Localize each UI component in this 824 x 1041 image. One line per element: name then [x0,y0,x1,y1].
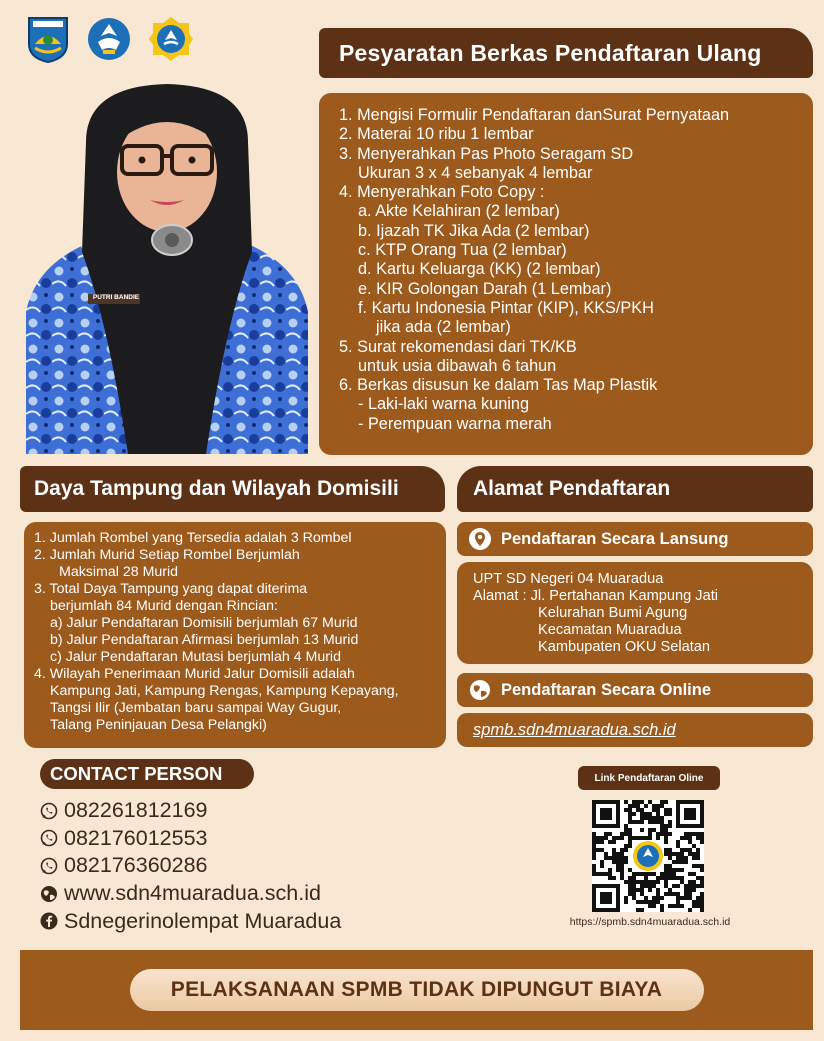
requirement-line: jika ada (2 lembar) [376,318,511,337]
contact-item[interactable] [40,880,341,908]
facebook-icon [40,912,58,930]
qr-label: Link Pendaftaran Oline [578,766,720,790]
qr-code[interactable] [592,800,704,912]
contact-list [40,797,341,935]
contact-item[interactable] [40,797,341,825]
address-line: Kelurahan Bumi Agung [538,605,688,621]
principal-portrait [26,82,308,454]
capacity-line: 1. Jumlah Rombel yang Tersedia adalah 3 Rombel [34,530,352,546]
requirement-line: Ukuran 3 x 4 sebanyak 4 lembar [358,163,593,182]
capacity-line: Tangsi Ilir (Jembatan baru sampai Way Gugur, [50,700,342,716]
requirement-line: 1. Mengisi Formulir Pendaftaran danSurat Pernyataan [339,106,730,124]
requirement-line: e. KIR Golongan Darah (1 Lembar) [358,279,612,298]
contact-text: Sdnegerinolempat Muaradua [64,908,342,933]
capacity-line: b) Jalur Pendaftaran Afirmasi berjumlah 13 Murid [50,632,359,648]
online-registration-label: Pendaftaran Secara Online [501,680,711,699]
requirements-title: Pesyaratan Berkas Pendaftaran Ulang [319,28,813,78]
whatsapp-icon [40,857,58,875]
address-line: Alamat : Jl. Pertahanan Kampung Jati [473,588,718,604]
regency-emblem-icon [25,14,71,64]
address-line: UPT SD Negeri 04 Muaradua [473,571,664,587]
school-emblem-icon [148,14,194,64]
capacity-title: Daya Tampung dan Wilayah Domisili [20,466,445,512]
online-registration-link[interactable]: spmb.sdn4muaradua.sch.id [457,713,813,747]
requirement-line: 6. Berkas disusun ke dalam Tas Map Plastik [339,376,658,395]
requirement-line: b. Ijazah TK Jika Ada (2 lembar) [358,221,590,240]
contact-item[interactable] [40,907,341,935]
capacity-line: 4. Wilayah Penerimaan Murid Jalur Domisili adalah [34,666,355,682]
globe-icon [469,679,491,701]
requirement-line: 3. Menyerahkan Pas Photo Seragam SD [339,144,634,163]
footer-text: PELAKSANAAN SPMB TIDAK DIPUNGUT BIAYA [130,969,704,1011]
whatsapp-icon [40,802,58,820]
requirement-line: untuk usia dibawah 6 tahun [358,356,557,375]
capacity-line: 3. Total Daya Tampung yang dapat diterima [34,581,308,597]
tut-wuri-handayani-icon [86,14,132,64]
footer-banner [20,950,813,1030]
requirements-panel [319,93,813,455]
requirement-line: c. KTP Orang Tua (2 lembar) [358,241,567,260]
capacity-line: a) Jalur Pendaftaran Domisili berjumlah 67 Murid [50,615,358,631]
capacity-panel [24,522,446,748]
contact-text: www.sdn4muaradua.sch.id [64,881,321,906]
qr-caption: https://spmb.sdn4muaradua.sch.id [569,916,731,928]
offline-registration-label: Pendaftaran Secara Lansung [501,529,729,548]
address-line: Kambupaten OKU Selatan [538,639,710,655]
location-pin-icon [469,528,491,550]
capacity-line: Talang Peninjauan Desa Pelangki) [50,717,267,733]
capacity-line: Kampung Jati, Kampung Rengas, Kampung Kepayang, [50,683,399,699]
requirement-line: - Perempuan warna merah [358,414,552,433]
requirement-line: a. Akte Kelahiran (2 lembar) [358,202,560,221]
contact-text: 082176012553 [64,825,208,850]
requirement-line: 4. Menyerahkan Foto Copy : [339,183,545,202]
address-panel [457,562,813,664]
requirement-line: f. Kartu Indonesia Pintar (KIP), KKS/PKH [358,298,654,317]
contact-title: CONTACT PERSON [40,759,254,789]
globe-icon [40,885,58,903]
address-line: Kecamatan Muaradua [538,622,682,638]
contact-text: 082176360286 [64,853,208,878]
online-registration-bar [457,673,813,707]
name-tag: PUTRI BANDIE [92,294,140,301]
whatsapp-icon [40,829,58,847]
contact-text: 082261812169 [64,798,208,823]
contact-item[interactable] [40,852,341,880]
contact-item[interactable] [40,825,341,853]
capacity-line: berjumlah 84 Murid dengan Rincian: [50,598,278,614]
capacity-line: c) Jalur Pendaftaran Mutasi berjumlah 4 Murid [50,649,341,665]
address-title: Alamat Pendaftaran [457,466,813,512]
requirement-line: d. Kartu Keluarga (KK) (2 lembar) [358,260,601,279]
requirement-line: - Laki-laki warna kuning [358,395,530,414]
capacity-line: Maksimal 28 Murid [59,564,179,580]
requirement-line: 5. Surat rekomendasi dari TK/KB [339,337,577,356]
capacity-line: 2. Jumlah Murid Setiap Rombel Berjumlah [34,547,300,563]
offline-registration-bar [457,522,813,556]
requirement-line: 2. Materai 10 ribu 1 lembar [339,125,534,144]
